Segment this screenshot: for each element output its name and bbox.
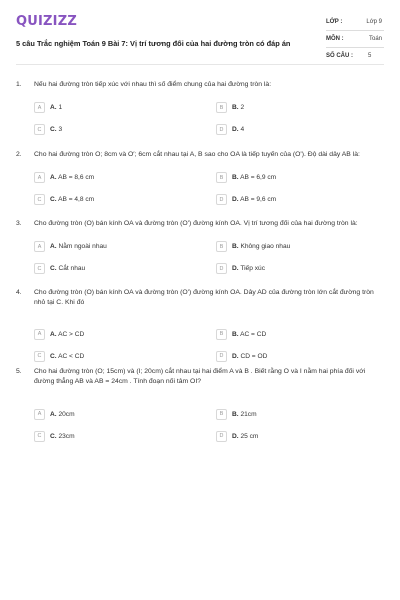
question-header [16,150,384,160]
option-text: A. 20cm [50,410,75,418]
option-letter-box: C [34,431,45,442]
option-text: C. 23cm [50,432,75,440]
question-header [16,219,384,229]
option-text: D. Tiếp xúc [232,265,265,272]
option-c[interactable] [34,263,204,275]
option-text: A. Nằm ngoài nhau [50,243,107,250]
info-row-count [326,48,384,65]
question-text: Cho hai đường tròn O; 8cm và O′; 6cm cắt nhau tại A, B sao cho OA là tiếp tuyến của (O'). Độ dài dây AB là: [34,151,360,158]
option-letter-box: B [216,172,227,183]
option-text: D. 25 cm [232,432,259,440]
info-label: SỐ CÂU : [326,52,353,59]
question-header [16,288,384,307]
question-number: 2. [16,151,22,158]
question-header [16,80,384,90]
option-text: B. Không giao nhau [232,243,291,250]
question-number: 1. [16,81,22,88]
option-b[interactable] [216,328,386,340]
option-a[interactable] [34,408,204,420]
option-text: B. AC = CD [232,330,267,338]
option-text: A. 1 [50,104,63,111]
option-text: D. AB = 9,6 cm [232,196,277,203]
option-letter-box: D [216,431,227,442]
option-text: C. Cắt nhau [50,265,86,272]
option-letter-box: D [216,124,227,135]
option-a[interactable] [34,102,204,114]
option-text: D. CD = OD [232,352,268,360]
option-letter-box: C [34,263,45,274]
question-text: Cho đường tròn (O) bán kính OA và đường tròn (O') đường kính OA. Vị trí tương đối của hai đường tròn là: [34,220,358,227]
question-1 [16,80,384,133]
question-3 [16,219,384,272]
option-b[interactable] [216,102,386,114]
option-b[interactable] [216,241,386,253]
option-letter-box: A [34,409,45,420]
quizizz-logo: QUIZIZZ [16,14,77,29]
question-number: 3. [16,220,22,227]
info-label: MÔN : [326,35,344,42]
info-value: Toán [368,35,382,42]
option-letter-box: D [216,194,227,205]
question-text: Cho hai đường tròn (O; 15cm) và (I; 20cm) cắt nhau tại hai điểm A và B . Biết rằng O và I nằm hai phía đối với đường thẳng AB và AB = 24cm . Tính đoạn nối tâm OI? [34,368,366,385]
option-text: C. AB = 4,8 cm [50,196,95,203]
option-d[interactable] [216,350,386,362]
option-text: A. AC > CD [50,330,85,338]
option-letter-box: A [34,241,45,252]
question-text: Cho đường tròn (O) bán kính OA và đường tròn (O') đường kính OA. Dây AD của đường tròn lớn cắt đường tròn nhỏ tại C. Khi đó [34,289,374,306]
quiz-title: 5 câu Trắc nghiệm Toán 9 Bài 7: Vị trí tương đối của hai đường tròn có đáp án [16,39,291,48]
question-text: Nếu hai đường tròn tiếp xúc với nhau thì số điểm chung của hai đường tròn là: [34,81,272,88]
option-a[interactable] [34,241,204,253]
option-text: C. AC < CD [50,352,85,360]
option-c[interactable] [34,430,204,442]
option-letter-box: D [216,263,227,274]
option-letter-box: D [216,351,227,362]
option-b[interactable] [216,172,386,184]
info-label: LỚP : [326,18,343,25]
option-a[interactable] [34,172,204,184]
option-d[interactable] [216,430,386,442]
option-letter-box: B [216,409,227,420]
option-b[interactable] [216,408,386,420]
question-2 [16,150,384,203]
option-a[interactable] [34,328,204,340]
option-text: B. 21cm [232,410,257,418]
question-5 [16,367,384,440]
option-letter-box: C [34,124,45,135]
option-text: D. 4 [232,126,245,133]
question-number: 4. [16,289,22,296]
info-value: Lớp 9 [366,18,382,25]
option-d[interactable] [216,194,386,206]
option-letter-box: A [34,172,45,183]
quiz-header [16,14,384,74]
option-c[interactable] [34,350,204,362]
option-letter-box: A [34,102,45,113]
info-row-subject [326,31,384,48]
option-letter-box: B [216,241,227,252]
option-d[interactable] [216,124,386,136]
info-row-grade [326,14,384,31]
option-letter-box: B [216,329,227,340]
option-text: A. AB = 8,6 cm [50,174,95,181]
option-c[interactable] [34,124,204,136]
option-letter-box: C [34,351,45,362]
header-divider [16,64,384,65]
option-c[interactable] [34,194,204,206]
option-text: C. 3 [50,126,63,133]
option-text: B. 2 [232,104,245,111]
option-d[interactable] [216,263,386,275]
question-header [16,367,384,386]
option-letter-box: B [216,102,227,113]
info-value: 5 [368,52,372,59]
option-text: B. AB = 6,9 cm [232,174,277,181]
option-letter-box: A [34,329,45,340]
option-letter-box: C [34,194,45,205]
question-4 [16,288,384,360]
quiz-info-panel [326,14,384,65]
question-number: 5. [16,368,22,375]
